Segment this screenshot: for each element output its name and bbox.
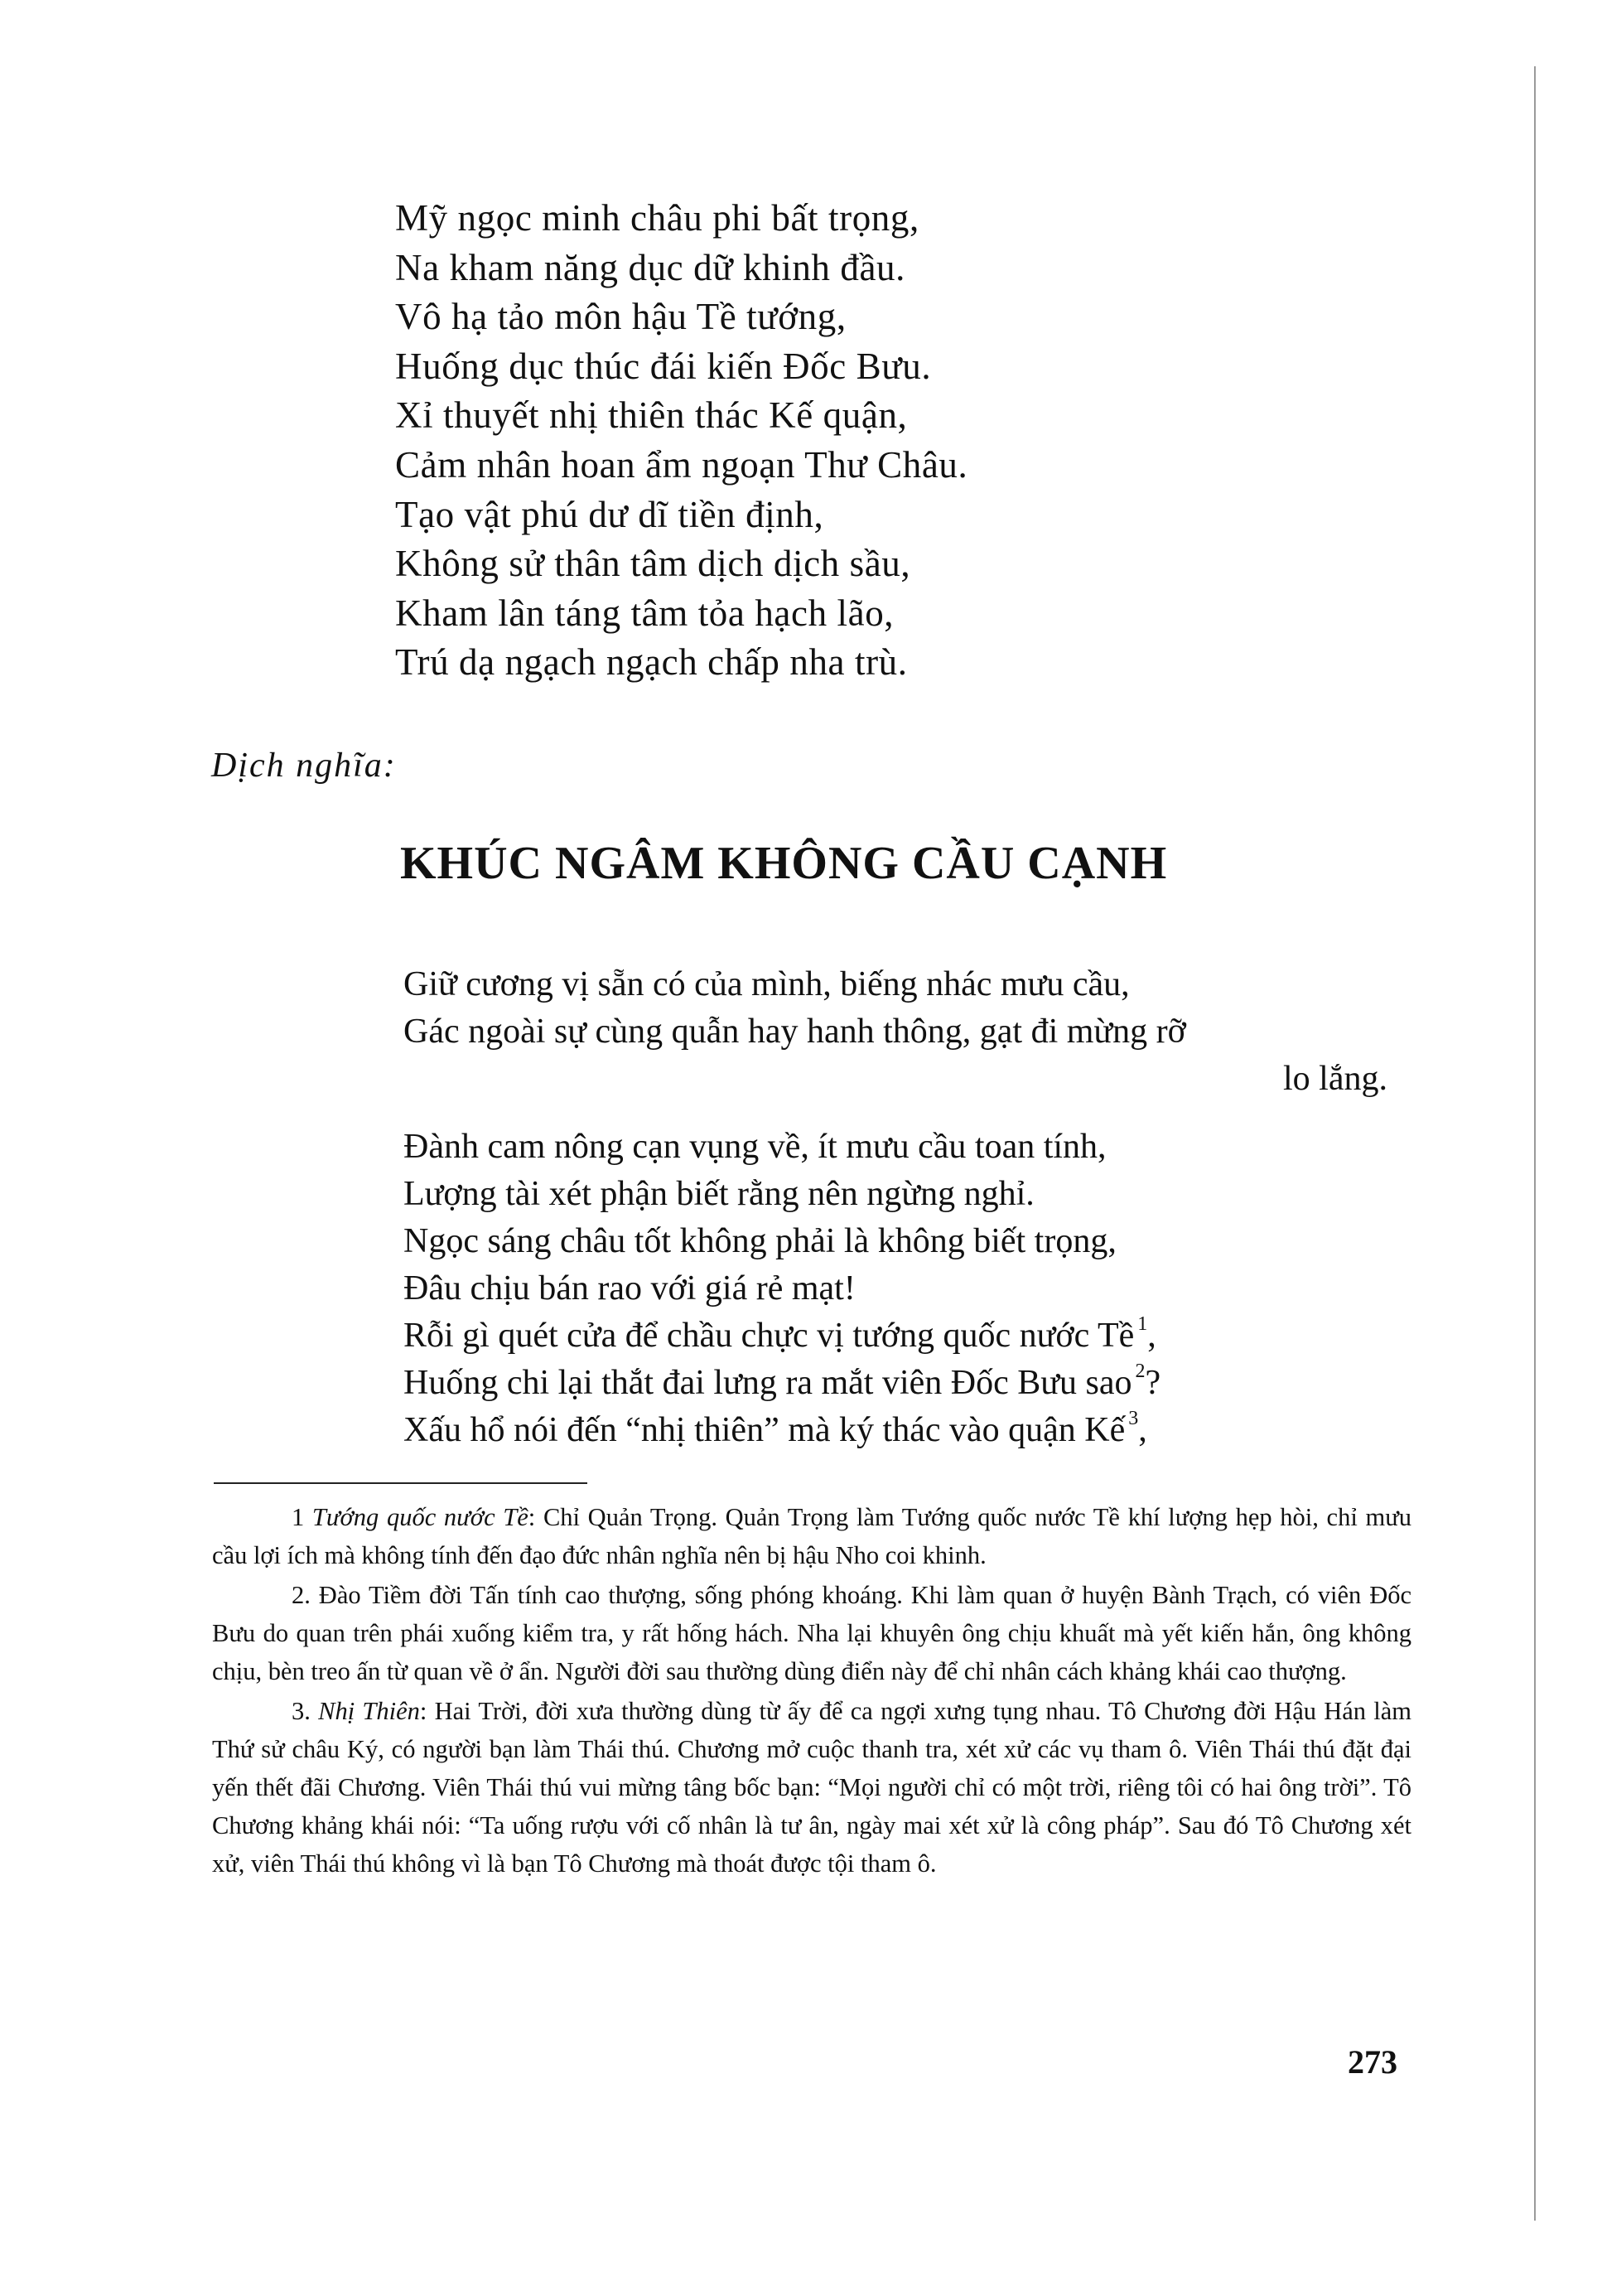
page-number: 273 bbox=[1348, 2043, 1397, 2081]
translation-text: Xấu hổ nói đến “nhị thiên” mà ký thác vào quận Kế bbox=[403, 1411, 1126, 1449]
footnote-3 bbox=[212, 1692, 1411, 1883]
translation-line bbox=[403, 1407, 1397, 1454]
translation-text: Huống chi lại thắt đai lưng ra mắt viên Đốc Bưu sao bbox=[403, 1364, 1132, 1402]
footnote-number: 2. bbox=[292, 1581, 311, 1609]
poem-line: Kham lân táng tâm tỏa hạch lão, bbox=[395, 592, 895, 634]
footnotes bbox=[212, 1498, 1411, 1884]
translation bbox=[403, 961, 1397, 1454]
footnote-ref: 2 bbox=[1135, 1361, 1146, 1382]
translation-line: Gác ngoài sự cùng quẫn hay hanh thông, gạt đi mừng rỡ bbox=[403, 1013, 1186, 1051]
poem-line: Trú dạ ngạch ngạch chấp nha trù. bbox=[395, 641, 908, 684]
translation-line-continuation: lo lắng. bbox=[1283, 1060, 1387, 1098]
footnote-1 bbox=[212, 1498, 1411, 1574]
footnote-text: Đào Tiềm đời Tấn tính cao thượng, sống phóng khoáng. Khi làm quan ở huyện Bành Trạch, có viên Đốc Bưu do quan trên phái xuống kiểm tra, y rất hống hách. Nha lại khuyên ông chịu khuất mà yết kiến hắn, ông không chịu, bèn treo ấn từ quan về ở ẩn. Người đời sau thường dùng điển này để chỉ nhân cách khảng khái cao thượng. bbox=[212, 1581, 1412, 1685]
translation-line bbox=[403, 1312, 1397, 1360]
footnote-text: : Hai Trời, đời xưa thường dùng từ ấy để ca ngợi xưng tụng nhau. Tô Chương đời Hậu Hán làm Thứ sử châu Ký, có người bạn làm Thái thú. Chương mở cuộc thanh tra, xét xử các vụ tham ô. Viên Thái thú đặt đại yến thết đãi Chương. Viên Thái thú vui mừng tâng bốc bạn: “Mọi người chỉ có một trời, riêng tôi có hai ông trời”. Tô Chương khảng khái nói: “Ta uống rượu với cố nhân là tư ân, ngày mai xét xử là công pháp”. Sau đó Tô Chương xét xử, viên Thái thú không vì là bạn Tô Chương mà thoát được tội tham ô. bbox=[212, 1697, 1411, 1878]
translation-text: Rỗi gì quét cửa để chầu chực vị tướng quốc nước Tề bbox=[403, 1317, 1135, 1355]
translation-line bbox=[403, 1360, 1397, 1407]
footnote-term: Tướng quốc nước Tề bbox=[311, 1503, 528, 1531]
poem-line: Cảm nhân hoan ẩm ngoạn Thư Châu. bbox=[395, 443, 968, 486]
footnote-number: 3. bbox=[292, 1697, 311, 1725]
translation-line: Giữ cương vị sẵn có của mình, biếng nhác mưu cầu, bbox=[403, 965, 1130, 1003]
footnote-2 bbox=[212, 1576, 1411, 1690]
footnote-text: : Chỉ Quản Trọng. Quản Trọng làm Tướng quốc nước Tề khí lượng hẹp hòi, chỉ mưu cầu lợi ích mà không tính đến đạo đức nhân nghĩa nên bị hậu Nho coi khinh. bbox=[212, 1503, 1411, 1569]
footnote-separator bbox=[214, 1482, 587, 1484]
footnote-ref: 3 bbox=[1128, 1408, 1139, 1429]
translation-label: Dịch nghĩa: bbox=[211, 747, 397, 785]
translation-line: Đâu chịu bán rao với giá rẻ mạt! bbox=[403, 1269, 856, 1308]
poem-line: Mỹ ngọc minh châu phi bất trọng, bbox=[395, 197, 919, 239]
poem-line: Không sử thân tâm dịch dịch sầu, bbox=[395, 543, 911, 585]
footnote-number: 1 bbox=[292, 1503, 305, 1531]
punctuation: , bbox=[1147, 1317, 1156, 1355]
footnote-term: Nhị Thiên bbox=[318, 1697, 420, 1725]
footnote-ref: 1 bbox=[1137, 1313, 1148, 1335]
translation-line: Ngọc sáng châu tốt không phải là không biết trọng, bbox=[403, 1222, 1117, 1260]
poem-original bbox=[395, 194, 967, 688]
poem-title: KHÚC NGÂM KHÔNG CẦU CẠNH bbox=[400, 838, 1168, 889]
translation-line: Đành cam nông cạn vụng về, ít mưu cầu toan tính, bbox=[403, 1128, 1107, 1166]
punctuation: , bbox=[1138, 1411, 1147, 1449]
page-binding-line bbox=[1534, 66, 1536, 2221]
translation-line: Lượng tài xét phận biết rằng nên ngừng nghỉ. bbox=[403, 1175, 1035, 1213]
poem-line: Xỉ thuyết nhị thiên thác Kế quận, bbox=[395, 394, 908, 437]
poem-line: Vô hạ tảo môn hậu Tề tướng, bbox=[395, 296, 847, 338]
poem-line: Huống dục thúc đái kiến Đốc Bưu. bbox=[395, 345, 932, 387]
punctuation: ? bbox=[1145, 1364, 1161, 1402]
poem-line: Na kham năng dục dữ khinh đầu. bbox=[395, 246, 906, 288]
poem-line: Tạo vật phú dư dĩ tiền định, bbox=[395, 493, 824, 535]
